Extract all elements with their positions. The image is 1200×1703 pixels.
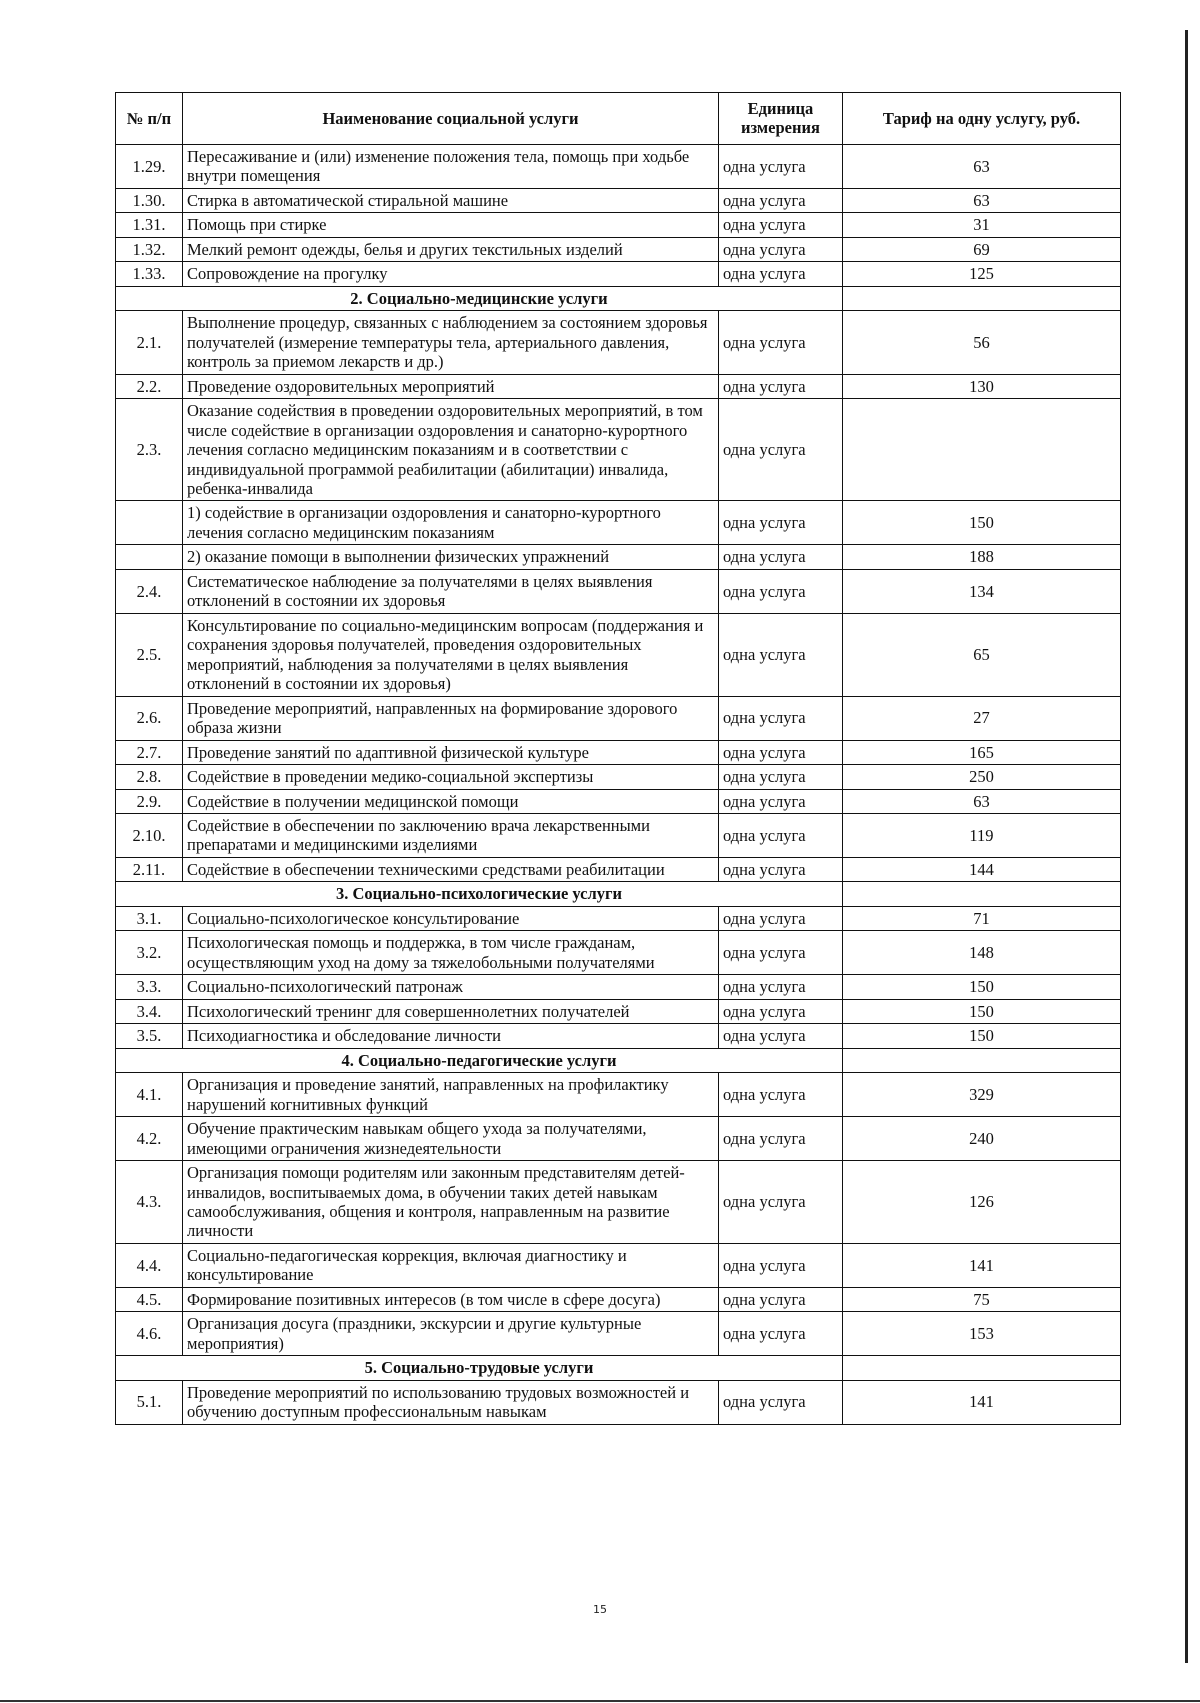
cell-unit: одна услуга bbox=[719, 1243, 843, 1287]
section-header-row bbox=[116, 1048, 1121, 1072]
cell-service-name: Систематическое наблюдение за получателями в целях выявления отклонений в состоянии их здоровья bbox=[183, 569, 719, 613]
cell-tariff: 65 bbox=[843, 613, 1121, 696]
cell-tariff: 150 bbox=[843, 975, 1121, 999]
cell-number: 2.3. bbox=[116, 399, 183, 501]
cell-tariff: 119 bbox=[843, 814, 1121, 858]
table-row bbox=[116, 740, 1121, 764]
cell-number: 3.2. bbox=[116, 931, 183, 975]
cell-service-name: 1) содействие в организации оздоровления и санаторно-курортного лечения согласно медицинским показаниям bbox=[183, 501, 719, 545]
cell-tariff: 329 bbox=[843, 1073, 1121, 1117]
table-row bbox=[116, 906, 1121, 930]
cell-unit: одна услуга bbox=[719, 1380, 843, 1424]
cell-unit: одна услуга bbox=[719, 374, 843, 398]
cell-unit: одна услуга bbox=[719, 213, 843, 237]
table-row bbox=[116, 311, 1121, 374]
cell-number: 4.2. bbox=[116, 1117, 183, 1161]
table-row bbox=[116, 262, 1121, 286]
table-row bbox=[116, 1117, 1121, 1161]
cell-tariff: 144 bbox=[843, 857, 1121, 881]
cell-tariff: 240 bbox=[843, 1117, 1121, 1161]
cell-tariff: 75 bbox=[843, 1287, 1121, 1311]
cell-tariff: 141 bbox=[843, 1380, 1121, 1424]
cell-unit: одна услуга bbox=[719, 906, 843, 930]
cell-unit: одна услуга bbox=[719, 789, 843, 813]
cell-unit: одна услуга bbox=[719, 1073, 843, 1117]
cell-unit: одна услуга bbox=[719, 399, 843, 501]
cell-number: 4.6. bbox=[116, 1312, 183, 1356]
cell-number: 2.11. bbox=[116, 857, 183, 881]
cell-tariff: 126 bbox=[843, 1161, 1121, 1244]
page-bottom-edge bbox=[0, 1700, 1200, 1702]
cell-tariff: 165 bbox=[843, 740, 1121, 764]
section-empty-cell bbox=[843, 882, 1121, 906]
cell-number: 3.3. bbox=[116, 975, 183, 999]
section-header-row bbox=[116, 882, 1121, 906]
header-unit: Единица измерения bbox=[719, 93, 843, 145]
cell-tariff: 130 bbox=[843, 374, 1121, 398]
table-row bbox=[116, 213, 1121, 237]
table-row bbox=[116, 814, 1121, 858]
cell-service-name: Проведение оздоровительных мероприятий bbox=[183, 374, 719, 398]
cell-service-name: Организация и проведение занятий, направленных на профилактику нарушений когнитивных функций bbox=[183, 1073, 719, 1117]
cell-service-name: Проведение мероприятий, направленных на формирование здорового образа жизни bbox=[183, 696, 719, 740]
section-header-row bbox=[116, 286, 1121, 310]
table-row bbox=[116, 1380, 1121, 1424]
table-row bbox=[116, 399, 1121, 501]
table-row bbox=[116, 237, 1121, 261]
cell-unit: одна услуга bbox=[719, 999, 843, 1023]
cell-number: 3.4. bbox=[116, 999, 183, 1023]
table-row bbox=[116, 1287, 1121, 1311]
cell-number: 3.5. bbox=[116, 1024, 183, 1048]
table-row bbox=[116, 501, 1121, 545]
table-row bbox=[116, 545, 1121, 569]
cell-tariff: 125 bbox=[843, 262, 1121, 286]
table-row bbox=[116, 931, 1121, 975]
cell-service-name: Помощь при стирке bbox=[183, 213, 719, 237]
cell-number: 2.1. bbox=[116, 311, 183, 374]
cell-unit: одна услуга bbox=[719, 144, 843, 188]
cell-service-name: Содействие в получении медицинской помощи bbox=[183, 789, 719, 813]
cell-unit: одна услуга bbox=[719, 814, 843, 858]
table-body bbox=[116, 144, 1121, 1424]
cell-unit: одна услуга bbox=[719, 1161, 843, 1244]
cell-number: 2.7. bbox=[116, 740, 183, 764]
cell-service-name: Содействие в обеспечении техническими средствами реабилитации bbox=[183, 857, 719, 881]
cell-service-name: Организация помощи родителям или законным представителям детей-инвалидов, воспитываемых дома, в обучении таких детей навыкам самообслуживания, общения и контроля, направленным на развитие личности bbox=[183, 1161, 719, 1244]
cell-service-name: Оказание содействия в проведении оздоровительных мероприятий, в том числе содействие в организации оздоровления и санаторно-курортного лечения согласно медицинским показаниям и в соответствии с индивидуальной программой реабилитации (абилитации) инвалида, ребенка-инвалида bbox=[183, 399, 719, 501]
cell-tariff: 153 bbox=[843, 1312, 1121, 1356]
table-row bbox=[116, 789, 1121, 813]
table-row bbox=[116, 613, 1121, 696]
table-row bbox=[116, 1024, 1121, 1048]
cell-service-name: Организация досуга (праздники, экскурсии и другие культурные мероприятия) bbox=[183, 1312, 719, 1356]
cell-tariff: 31 bbox=[843, 213, 1121, 237]
cell-number: 1.29. bbox=[116, 144, 183, 188]
cell-service-name: Психологический тренинг для совершеннолетних получателей bbox=[183, 999, 719, 1023]
cell-unit: одна услуга bbox=[719, 931, 843, 975]
cell-number: 1.32. bbox=[116, 237, 183, 261]
cell-unit: одна услуга bbox=[719, 188, 843, 212]
cell-service-name: Формирование позитивных интересов (в том числе в сфере досуга) bbox=[183, 1287, 719, 1311]
table-row bbox=[116, 696, 1121, 740]
cell-number bbox=[116, 545, 183, 569]
cell-service-name: Социально-психологическое консультирование bbox=[183, 906, 719, 930]
cell-number: 1.31. bbox=[116, 213, 183, 237]
section-title: 3. Социально-психологические услуги bbox=[116, 882, 843, 906]
table-row bbox=[116, 374, 1121, 398]
section-title: 2. Социально-медицинские услуги bbox=[116, 286, 843, 310]
cell-tariff: 56 bbox=[843, 311, 1121, 374]
table-row bbox=[116, 188, 1121, 212]
cell-service-name: Стирка в автоматической стиральной машине bbox=[183, 188, 719, 212]
table-row bbox=[116, 1161, 1121, 1244]
cell-service-name: 2) оказание помощи в выполнении физических упражнений bbox=[183, 545, 719, 569]
cell-unit: одна услуга bbox=[719, 975, 843, 999]
page-right-edge bbox=[1185, 30, 1188, 1663]
cell-number bbox=[116, 501, 183, 545]
cell-tariff: 150 bbox=[843, 999, 1121, 1023]
table-row bbox=[116, 1073, 1121, 1117]
table-row bbox=[116, 1243, 1121, 1287]
cell-service-name: Содействие в проведении медико-социальной экспертизы bbox=[183, 765, 719, 789]
table-row bbox=[116, 999, 1121, 1023]
cell-number: 1.30. bbox=[116, 188, 183, 212]
cell-tariff: 141 bbox=[843, 1243, 1121, 1287]
cell-unit: одна услуга bbox=[719, 1117, 843, 1161]
cell-unit: одна услуга bbox=[719, 613, 843, 696]
cell-unit: одна услуга bbox=[719, 765, 843, 789]
cell-service-name: Проведение занятий по адаптивной физической культуре bbox=[183, 740, 719, 764]
section-empty-cell bbox=[843, 286, 1121, 310]
cell-number: 2.10. bbox=[116, 814, 183, 858]
section-header-row bbox=[116, 1356, 1121, 1380]
cell-unit: одна услуга bbox=[719, 740, 843, 764]
cell-unit: одна услуга bbox=[719, 262, 843, 286]
table-row bbox=[116, 569, 1121, 613]
cell-unit: одна услуга bbox=[719, 857, 843, 881]
section-empty-cell bbox=[843, 1048, 1121, 1072]
cell-unit: одна услуга bbox=[719, 1024, 843, 1048]
cell-service-name: Сопровождение на прогулку bbox=[183, 262, 719, 286]
cell-number: 3.1. bbox=[116, 906, 183, 930]
tariff-table bbox=[115, 92, 1121, 1425]
table-row bbox=[116, 1312, 1121, 1356]
cell-tariff: 27 bbox=[843, 696, 1121, 740]
cell-number: 4.5. bbox=[116, 1287, 183, 1311]
cell-number: 2.9. bbox=[116, 789, 183, 813]
cell-service-name: Обучение практическим навыкам общего ухода за получателями, имеющими ограничения жизнедеятельности bbox=[183, 1117, 719, 1161]
cell-service-name: Выполнение процедур, связанных с наблюдением за состоянием здоровья получателей (измерение температуры тела, артериального давления, контроль за приемом лекарств и др.) bbox=[183, 311, 719, 374]
cell-unit: одна услуга bbox=[719, 501, 843, 545]
section-empty-cell bbox=[843, 1356, 1121, 1380]
table-row bbox=[116, 144, 1121, 188]
cell-service-name: Пересаживание и (или) изменение положения тела, помощь при ходьбе внутри помещения bbox=[183, 144, 719, 188]
table-header-row bbox=[116, 93, 1121, 145]
cell-number: 1.33. bbox=[116, 262, 183, 286]
cell-tariff: 150 bbox=[843, 501, 1121, 545]
section-title: 5. Социально-трудовые услуги bbox=[116, 1356, 843, 1380]
cell-service-name: Консультирование по социально-медицинским вопросам (поддержания и сохранения здоровья получателей, проведения оздоровительных мероприятий, наблюдения за получателями в целях выявления отклонений в состоянии их здоровья) bbox=[183, 613, 719, 696]
cell-service-name: Мелкий ремонт одежды, белья и других текстильных изделий bbox=[183, 237, 719, 261]
cell-tariff: 188 bbox=[843, 545, 1121, 569]
cell-number: 4.1. bbox=[116, 1073, 183, 1117]
cell-tariff: 69 bbox=[843, 237, 1121, 261]
cell-number: 4.4. bbox=[116, 1243, 183, 1287]
header-tariff: Тариф на одну услугу, руб. bbox=[843, 93, 1121, 145]
cell-unit: одна услуга bbox=[719, 1287, 843, 1311]
section-title: 4. Социально-педагогические услуги bbox=[116, 1048, 843, 1072]
cell-tariff: 71 bbox=[843, 906, 1121, 930]
cell-tariff: 150 bbox=[843, 1024, 1121, 1048]
cell-unit: одна услуга bbox=[719, 569, 843, 613]
cell-service-name: Психодиагностика и обследование личности bbox=[183, 1024, 719, 1048]
cell-unit: одна услуга bbox=[719, 311, 843, 374]
table-row bbox=[116, 857, 1121, 881]
cell-number: 2.6. bbox=[116, 696, 183, 740]
cell-number: 2.2. bbox=[116, 374, 183, 398]
cell-number: 2.4. bbox=[116, 569, 183, 613]
cell-service-name: Проведение мероприятий по использованию трудовых возможностей и обучению доступным профессиональным навыкам bbox=[183, 1380, 719, 1424]
cell-number: 4.3. bbox=[116, 1161, 183, 1244]
page-number: 15 bbox=[593, 1603, 607, 1616]
cell-tariff: 63 bbox=[843, 144, 1121, 188]
table-row bbox=[116, 765, 1121, 789]
header-name: Наименование социальной услуги bbox=[183, 93, 719, 145]
cell-tariff: 134 bbox=[843, 569, 1121, 613]
cell-tariff bbox=[843, 399, 1121, 501]
cell-tariff: 148 bbox=[843, 931, 1121, 975]
cell-unit: одна услуга bbox=[719, 1312, 843, 1356]
cell-service-name: Содействие в обеспечении по заключению врача лекарственными препаратами и медицинскими изделиями bbox=[183, 814, 719, 858]
cell-unit: одна услуга bbox=[719, 237, 843, 261]
cell-tariff: 250 bbox=[843, 765, 1121, 789]
cell-service-name: Социально-педагогическая коррекция, включая диагностику и консультирование bbox=[183, 1243, 719, 1287]
cell-service-name: Социально-психологический патронаж bbox=[183, 975, 719, 999]
cell-number: 2.5. bbox=[116, 613, 183, 696]
cell-unit: одна услуга bbox=[719, 545, 843, 569]
cell-service-name: Психологическая помощь и поддержка, в том числе гражданам, осуществляющим уход на дому за тяжелобольными получателями bbox=[183, 931, 719, 975]
cell-tariff: 63 bbox=[843, 789, 1121, 813]
header-num: № п/п bbox=[116, 93, 183, 145]
cell-number: 5.1. bbox=[116, 1380, 183, 1424]
cell-unit: одна услуга bbox=[719, 696, 843, 740]
cell-number: 2.8. bbox=[116, 765, 183, 789]
cell-tariff: 63 bbox=[843, 188, 1121, 212]
table-row bbox=[116, 975, 1121, 999]
